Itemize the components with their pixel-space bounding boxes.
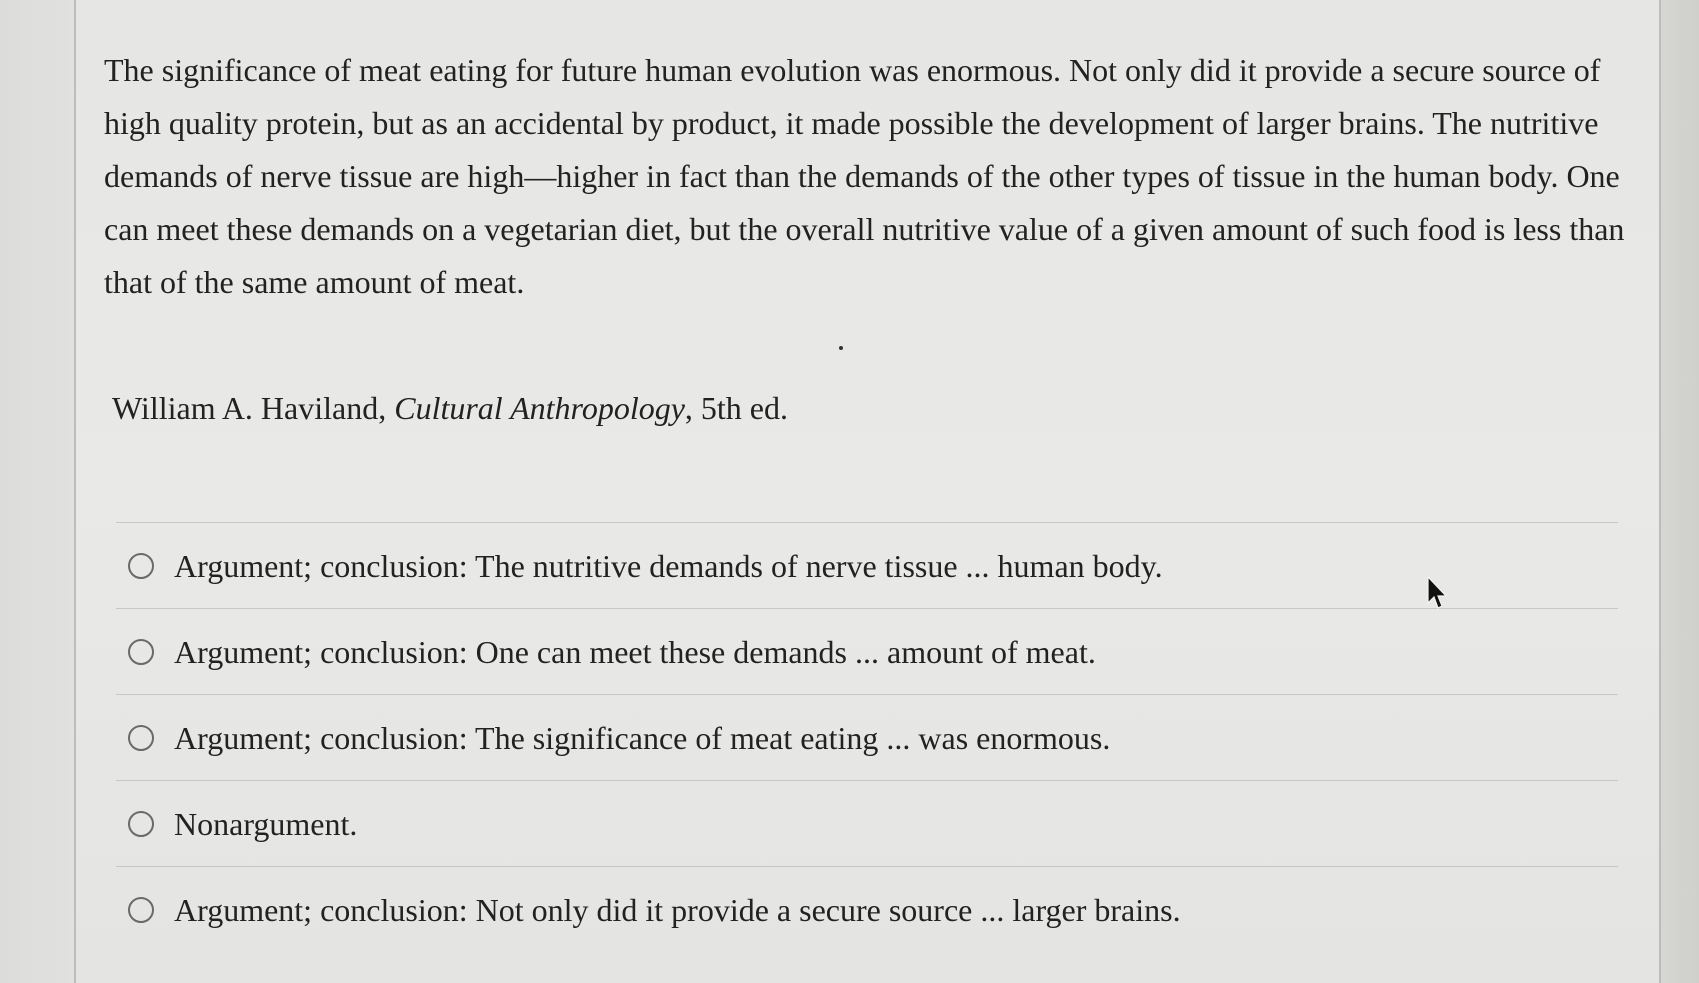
- citation-edition: , 5th ed.: [684, 390, 788, 426]
- question-passage: The significance of meat eating for future human evolution was enormous. Not only did it provide a secure source of high quality protein, but as an accidental by product, it made possible the development of larger brains. The nutritive demands of nerve tissue are high—higher in fact than the demands of the other types of tissue in the human body. One can meet these demands on a vegetarian diet, but the overall nutritive value of a given amount of such food is less than that of the same amount of meat.: [104, 52, 1625, 300]
- citation-author: William A. Haviland,: [112, 390, 387, 426]
- citation-title: Cultural Anthropology: [394, 390, 685, 426]
- answer-option-1[interactable]: [116, 523, 1618, 609]
- answer-option-4[interactable]: [116, 781, 1618, 867]
- answer-option-label[interactable]: Argument; conclusion: One can meet these demands ... amount of meat.: [174, 633, 1096, 670]
- radio-button[interactable]: [128, 811, 154, 837]
- radio-button[interactable]: [128, 897, 154, 923]
- answer-option-label[interactable]: Argument; conclusion: The significance of meat eating ... was enormous.: [174, 719, 1111, 756]
- answer-option-label[interactable]: Nonargument.: [174, 805, 358, 842]
- radio-button[interactable]: [128, 725, 154, 751]
- radio-button[interactable]: [128, 553, 154, 579]
- left-gutter: [0, 0, 76, 983]
- answer-option-3[interactable]: [116, 695, 1618, 781]
- source-citation: [112, 388, 788, 428]
- answer-option-2[interactable]: [116, 609, 1618, 695]
- right-gutter: [1659, 0, 1699, 983]
- radio-button[interactable]: [128, 639, 154, 665]
- answer-option-label[interactable]: Argument; conclusion: The nutritive demands of nerve tissue ... human body.: [174, 547, 1163, 584]
- answer-options: [116, 522, 1618, 953]
- answer-option-label[interactable]: Argument; conclusion: Not only did it provide a secure source ... larger brains.: [174, 892, 1181, 928]
- answer-option-5[interactable]: [116, 867, 1618, 953]
- question-panel: [76, 0, 1659, 983]
- mouse-pointer-icon: [1426, 575, 1450, 611]
- screen-speck: [839, 346, 843, 350]
